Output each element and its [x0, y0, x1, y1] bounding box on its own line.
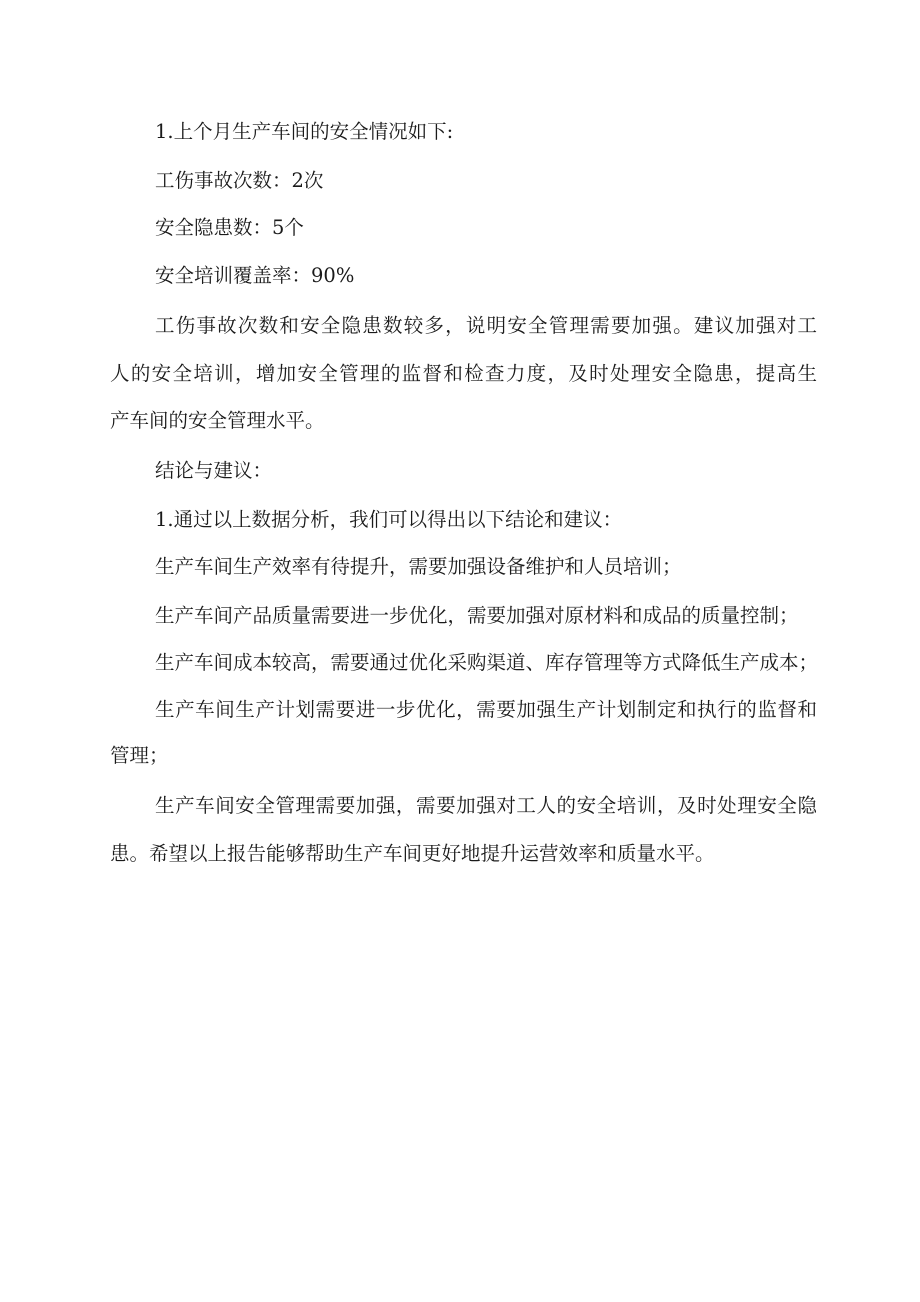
paragraph-efficiency: 生产车间生产效率有待提升，需要加强设备维护和人员培训；	[155, 555, 682, 578]
paragraph-injury-count: 工伤事故次数：2次	[155, 169, 324, 192]
paragraph-planning-line1	[155, 700, 817, 720]
paragraph-planning-line2: 管理；	[110, 744, 169, 767]
paragraph-safety-analysis-text1: 工伤事故次数和安全隐患数较多，说明安全管理需要加强。建议加强对工	[155, 314, 817, 337]
paragraph-hazard-count: 安全隐患数：5个	[155, 216, 304, 239]
paragraph-safety-text1: 生产车间安全管理需要加强，需要加强对工人的安全培训，及时处理安全隐	[155, 794, 817, 817]
paragraph-safety-line2: 患。希望以上报告能够帮助生产车间更好地提升运营效率和质量水平。	[110, 842, 715, 865]
paragraph-safety-analysis-text2: 人的安全培训，增加安全管理的监督和检查力度，及时处理安全隐患，提高生	[110, 362, 817, 385]
paragraph-safety-analysis-line1	[155, 316, 817, 336]
paragraph-safety-line1	[155, 796, 817, 816]
paragraph-quality: 生产车间产品质量需要进一步优化，需要加强对原材料和成品的质量控制；	[155, 604, 799, 627]
paragraph-safety-analysis-line3: 产车间的安全管理水平。	[110, 409, 325, 432]
paragraph-cost: 生产车间成本较高，需要通过优化采购渠道、库存管理等方式降低生产成本；	[155, 651, 819, 674]
paragraph-safety-intro: 1.上个月生产车间的安全情况如下:	[155, 120, 454, 143]
section-heading-conclusions: 结论与建议：	[155, 459, 273, 482]
paragraph-safety-analysis-line2	[110, 364, 817, 384]
paragraph-planning-text1: 生产车间生产计划需要进一步优化，需要加强生产计划制定和执行的监督和	[155, 698, 817, 721]
paragraph-training-coverage: 安全培训覆盖率：90%	[155, 264, 355, 287]
paragraph-conclusion-intro: 1.通过以上数据分析，我们可以得出以下结论和建议：	[155, 508, 623, 531]
